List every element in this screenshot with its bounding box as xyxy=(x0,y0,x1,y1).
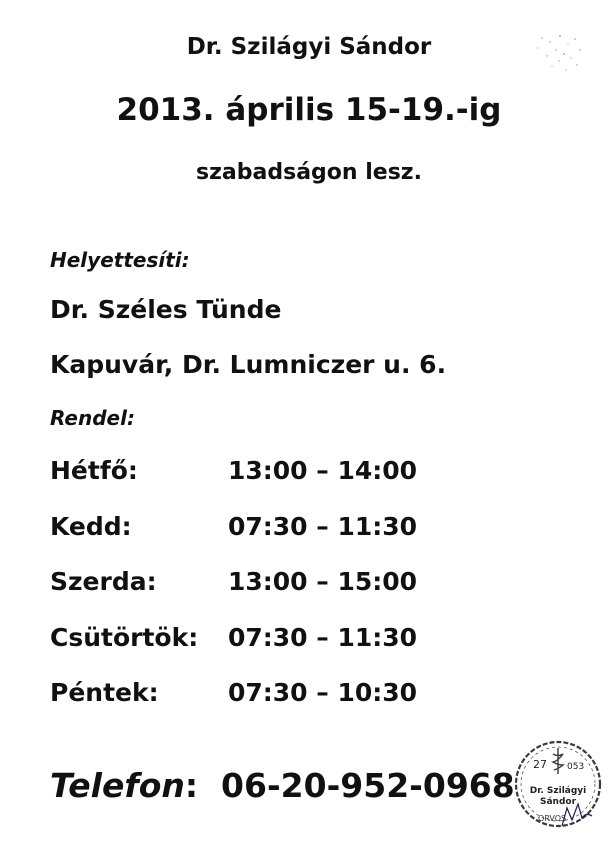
schedule-day: Csütörtök: xyxy=(50,623,199,652)
substitute-address: Kapuvár, Dr. Lumniczer u. 6. xyxy=(50,350,447,379)
office-hours-label: Rendel: xyxy=(50,406,135,430)
stamp-name-line1: Dr. Szilágyi xyxy=(529,786,587,796)
stamp-number-right: 053 xyxy=(567,762,585,772)
stamp-title: ORVOS xyxy=(537,814,567,823)
schedule-time: 07:30 – 10:30 xyxy=(228,678,418,707)
schedule-day: Kedd: xyxy=(50,512,132,541)
phone-label: Telefon xyxy=(50,766,185,805)
stamp-name-line2: Sándor xyxy=(539,797,577,807)
phone-line xyxy=(50,766,515,805)
leave-notice: szabadságon lesz. xyxy=(196,160,422,185)
schedule-day: Hétfő: xyxy=(50,456,138,485)
phone-number: 06-20-952-0968 xyxy=(221,766,515,805)
schedule-time: 13:00 – 14:00 xyxy=(228,456,418,485)
schedule-time: 07:30 – 11:30 xyxy=(228,512,418,541)
schedule-day: Péntek: xyxy=(50,678,159,707)
phone-separator: : xyxy=(184,766,199,805)
schedule-time: 07:30 – 11:30 xyxy=(228,623,418,652)
schedule-time: 13:00 – 15:00 xyxy=(228,567,418,596)
doctor-stamp xyxy=(512,738,604,830)
stamp-number-left: 27 xyxy=(533,758,547,771)
leave-dates: 2013. április 15-19.-ig xyxy=(116,92,502,128)
substitute-name: Dr. Széles Tünde xyxy=(50,295,282,324)
signature-scribble xyxy=(562,804,592,826)
doctor-name: Dr. Szilágyi Sándor xyxy=(186,34,432,60)
schedule-day: Szerda: xyxy=(50,567,157,596)
substitute-label: Helyettesíti: xyxy=(50,248,190,272)
scan-noise-specks xyxy=(530,30,590,80)
